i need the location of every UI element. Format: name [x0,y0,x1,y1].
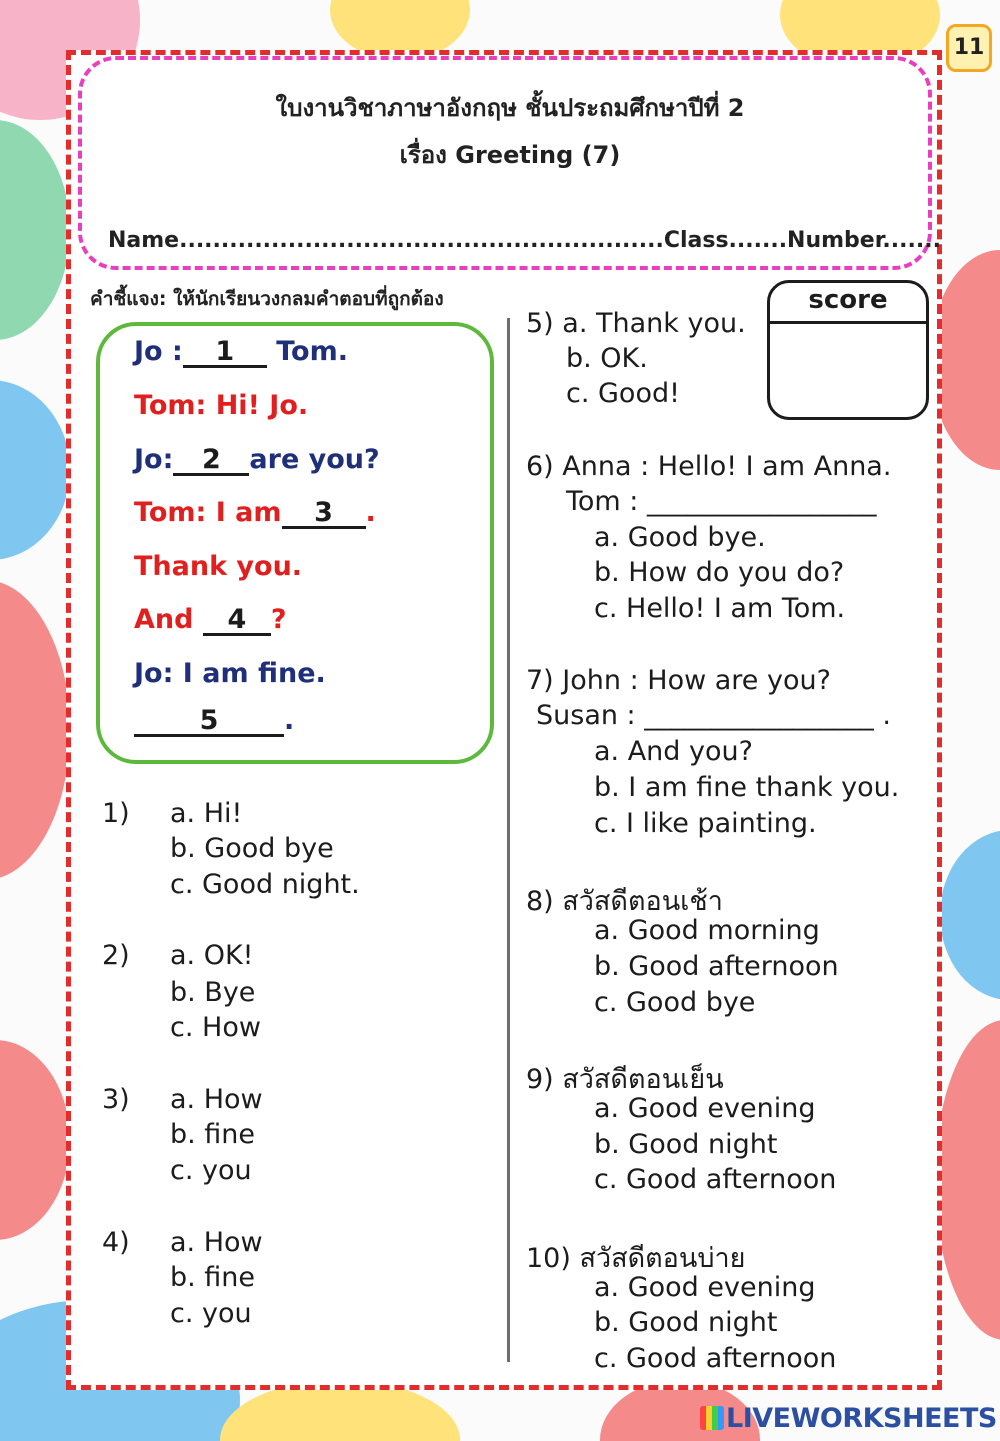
question-6-option-c[interactable]: c. Hello! I am Tom. [594,593,846,624]
question-9-option-c[interactable]: c. Good afternoon [594,1164,837,1195]
bg-circle [0,380,70,560]
question-5-option-a[interactable]: 5) a. Thank you. [526,308,746,339]
question-2-number: 2) [102,940,130,971]
dialogue-text: Jo : [134,336,183,367]
dialogue-line-3 [134,444,380,476]
question-10-prompt: 10) สวัสดีตอนบ่าย [526,1243,746,1274]
instruction-text: คำชี้แจง: ให้นักเรียนวงกลมคำตอบที่ถูกต้อง [90,288,444,310]
dialogue-text: Tom: I am [134,497,282,528]
question-8-option-c[interactable]: c. Good bye [594,987,756,1018]
dialogue-text: . [284,705,295,736]
question-10-option-b[interactable]: b. Good night [594,1307,778,1338]
page-number-badge: 11 [946,24,992,72]
question-5-option-b[interactable]: b. OK. [566,343,648,374]
question-8-option-b[interactable]: b. Good afternoon [594,951,839,982]
question-4-option-a[interactable]: a. How [170,1227,263,1258]
dialogue-line-7: Jo: I am fine. [134,658,326,689]
bg-circle [0,1040,70,1240]
column-divider [507,318,510,1362]
question-7-option-b[interactable]: b. I am fine thank you. [594,772,900,803]
bg-circle [935,1020,1000,1340]
question-10-option-c[interactable]: c. Good afternoon [594,1343,837,1374]
worksheet-title: ใบงานวิชาภาษาอังกฤษ ชั้นประถมศึกษาปีที่ 2 [275,94,745,122]
question-7-option-a[interactable]: a. And you? [594,736,753,767]
liveworksheets-logo [700,1403,997,1434]
question-3-option-b[interactable]: b. fine [170,1119,256,1150]
dialogue-text: ? [270,604,287,635]
dialogue-text: are you? [249,444,380,475]
question-6-option-b[interactable]: b. How do you do? [594,557,845,588]
answer-blank-3[interactable]: 3 [282,499,366,529]
answer-blank-5[interactable]: 5 [134,707,284,737]
question-9-option-b[interactable]: b. Good night [594,1129,778,1160]
dialogue-line-5: Thank you. [134,551,303,582]
dialogue-text: And [134,604,203,635]
question-2-option-a[interactable]: a. OK! [170,940,254,971]
question-2-option-c[interactable]: c. How [170,1012,261,1043]
question-9-option-a[interactable]: a. Good evening [594,1093,816,1124]
dialogue-line-6 [134,604,287,636]
question-4-option-c[interactable]: c. you [170,1298,252,1329]
score-box [767,280,929,420]
dialogue-text: . [365,497,376,528]
question-10-option-a[interactable]: a. Good evening [594,1272,816,1303]
answer-blank-1[interactable]: 1 [183,338,267,368]
worksheet-subtitle: เรื่อง Greeting (7) [399,141,621,169]
dialogue-line-2: Tom: Hi! Jo. [134,390,309,421]
question-3-option-c[interactable]: c. you [170,1155,252,1186]
liveworksheets-icon [700,1406,724,1430]
student-info-line[interactable]: Name..........................................................Class.......Number....... [108,228,941,253]
answer-blank-2[interactable]: 2 [173,446,249,476]
question-1-option-b[interactable]: b. Good bye [170,833,334,864]
logo-text: LIVEWORKSHEETS [726,1403,997,1434]
score-label: score [808,285,888,315]
question-9-prompt: 9) สวัสดีตอนเย็น [526,1064,724,1095]
question-6-prompt: 6) Anna : Hello! I am Anna. [526,451,892,482]
dialogue-box [96,322,494,764]
dialogue-line-4 [134,497,376,529]
answer-blank-4[interactable]: 4 [203,606,271,636]
question-1-number: 1) [102,798,130,829]
question-4-number: 4) [102,1227,130,1258]
question-7-option-c[interactable]: c. I like painting. [594,808,817,839]
bg-circle [940,830,1000,1000]
question-1-option-c[interactable]: c. Good night. [170,869,360,900]
question-6-option-a[interactable]: a. Good bye. [594,522,766,553]
bg-circle [0,580,70,880]
dialogue-text: Tom. [266,336,348,367]
question-3-number: 3) [102,1084,130,1115]
dialogue-line-8 [134,705,294,737]
score-divider [770,321,926,324]
question-4-option-b[interactable]: b. fine [170,1262,256,1293]
dialogue-line-1 [134,336,348,368]
question-7-reply-line: Susan : _________________ . [536,700,891,731]
question-2-option-b[interactable]: b. Bye [170,977,256,1008]
question-7-prompt: 7) John : How are you? [526,665,831,696]
question-6-reply-line: Tom : _________________ [566,486,877,517]
question-8-option-a[interactable]: a. Good morning [594,915,820,946]
dialogue-text: Jo: [134,444,174,475]
question-5-option-c[interactable]: c. Good! [566,378,680,409]
question-8-prompt: 8) สวัสดีตอนเช้า [526,886,723,917]
question-1-option-a[interactable]: a. Hi! [170,798,243,829]
question-3-option-a[interactable]: a. How [170,1084,263,1115]
